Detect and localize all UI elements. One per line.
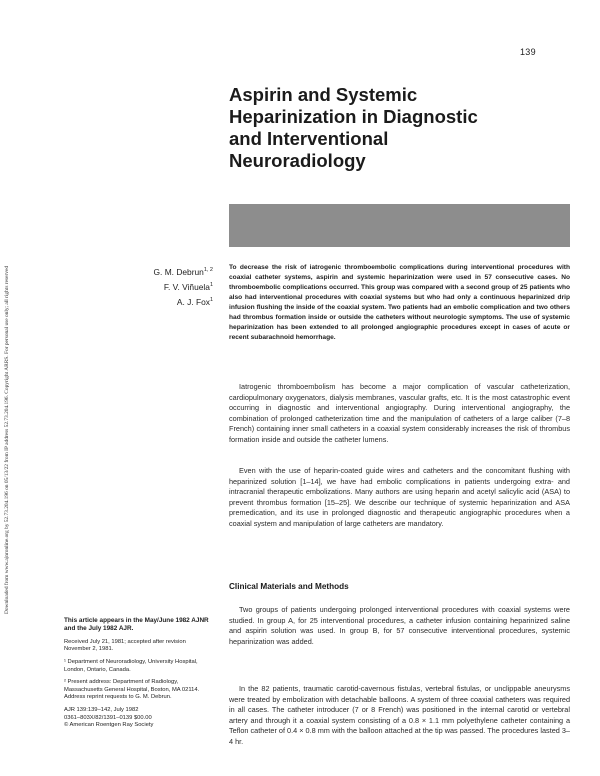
body-paragraph-1: Iatrogenic thromboembolism has become a major complication of vascular catheterization, cardiopulmonary oxygenators, dialysis membranes, vascular grafts, etc. It is the most catastrophic event occurring in diagnostic and interventional angiography. During interventional angiography, the combination of prolonged catheterization time and the manipulation of catheters of a large caliber (7–8 French) containing inner small catheters in a coaxial system considerably increases the risk of thrombus formation inside and outside the catheter lumens. [229, 382, 570, 444]
title-line: and Interventional [229, 128, 389, 149]
section-heading-methods: Clinical Materials and Methods [229, 582, 349, 591]
footnote-appearance: This article appears in the May/June 1982 AJNR and the July 1982 AJR. [64, 617, 209, 633]
author-name: F. V. Viñuela [163, 281, 210, 292]
author-debrun [120, 264, 213, 279]
footnotes [64, 617, 214, 730]
author-vinuela [120, 279, 213, 294]
author-affiliation-mark: 1 [209, 281, 213, 288]
title-line: Neuroradiology [229, 150, 366, 171]
author-affiliation-mark: 1, 2 [203, 267, 213, 273]
body-paragraph-2: Even with the use of heparin-coated guide wires and catheters and the concomitant flushing with heparinized solution [1–14], we have had embolic complications in patients undergoing extra- and intracranial therapeutic embolizations. Many authors are using heparin and acetyl salicylic acid (ASA) to prevent thrombus formation [15–25]. We describe our technique of systemic heparinization and ASA premedication, and its use in prolonged diagnostic and therapeutic angiographic procedures when a coaxial system and manipulation of large catheters are mandatory. [229, 466, 570, 528]
footnote-received: Received July 21, 1981; accepted after revision November 2, 1981. [64, 638, 186, 653]
body-paragraph-4: In the 82 patients, traumatic carotid-cavernous fistulas, vertebral fistulas, or unclippable aneurysms were treated by embolization with detachable balloons. A system of three coaxial catheters was required in all cases. The catheter introducer (7 or 8 French) was positioned in the internal carotid or vertebral artery and through it a coaxial system consisting of a 0.8 × 1.1 mm polyethylene catheter containing a Teflon catheter of 0.4 × 0.8 mm with the balloon attached at the tip was passed. The procedures lasted 3–4 hr. [229, 684, 570, 746]
author-fox [120, 294, 213, 309]
author-list [120, 264, 213, 308]
download-notice [0, 110, 14, 770]
footnote-citation: AJR 139:139–142, July 1982 [64, 706, 139, 713]
abstract: To decrease the risk of iatrogenic thromboembolic complications during interventional procedures with coaxial catheter systems, aspirin and systemic heparinization were used in 57 consecutive cases. No thromboembolic complications occurred. This group was compared with a second group of 25 patients who also had interventional procedures with coaxial systems but who had only a continuous heparinized drip infusion flushing the inside of the coaxial system. Two patients had an embolic complication and two others had thrombus formation inside or outside the catheters without neurologic symptoms. The use of systemic heparinization has been extended to all prolonged angiographic procedures except in cases of acute or recent subarachnoid hemorrhage. [229, 264, 570, 341]
author-name: A. J. Fox [176, 296, 210, 307]
footnote-affiliation-1: ¹ Department of Neuroradiology, University Hospital, London, Ontario, Canada. [64, 659, 198, 673]
title-line: Heparinization in Diagnostic [229, 106, 478, 127]
download-notice-text: Downloaded from www.ajnronline.org by 52.73.204.196 on 05/13/22 from IP address 52.73.204.196. Copyright ARRS. For personal use only; all rights reserved [4, 265, 10, 615]
author-name: G. M. Debrun [153, 266, 204, 277]
article-title [229, 84, 569, 172]
body-paragraph-3: Two groups of patients undergoing prolonged interventional procedures with coaxial systems were studied. In group A, for 25 interventional procedures, a catheter infusion containing heparinized saline and aspirin solution was used. In group B, for 57 consecutive interventional procedures, systemic heparinization was added. [229, 605, 570, 646]
footnote-issn: 0361–803X/82/1391–0139 $00.00 [64, 714, 152, 721]
footnote-copyright: © American Roentgen Ray Society [64, 722, 154, 729]
title-line: Aspirin and Systemic [229, 84, 418, 105]
author-affiliation-mark: 1 [209, 296, 213, 303]
page-number: 139 [520, 47, 536, 57]
footnote-affiliation-2: ² Present address: Department of Radiology, Massachusetts General Hospital, Boston, MA 02114. Address reprint requests to G. M. Debrun. [64, 679, 200, 701]
decorative-gray-bar [229, 204, 570, 247]
